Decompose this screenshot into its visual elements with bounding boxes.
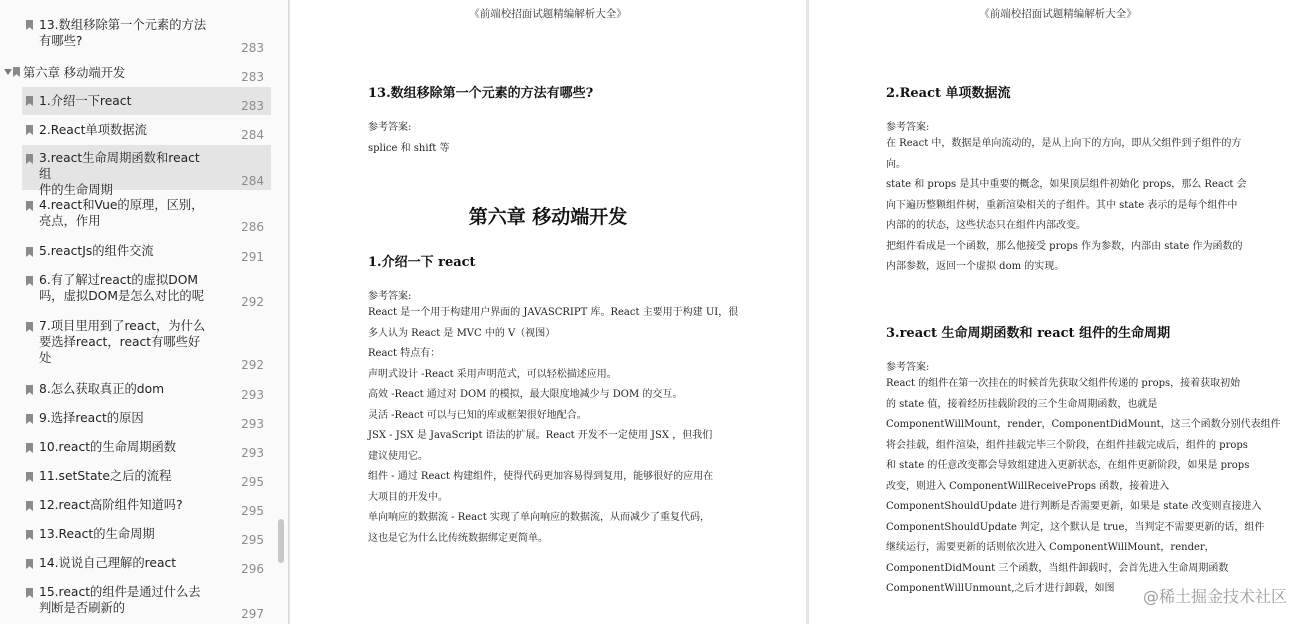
toc-item-understand-react[interactable] xyxy=(0,551,272,579)
bookmark-icon xyxy=(26,247,33,257)
toc-item-label: 2.React单项数据流 xyxy=(39,123,147,137)
chapter-title: 第六章 移动端开发 xyxy=(468,206,628,228)
section-title-q2: 2.React 单项数据流 xyxy=(886,86,1011,101)
answer-paragraph-q3: React 的组件在第一次挂在的时候首先获取父组件传递的 props，接着获取初始 的 state 值，接着经历挂载阶段的三个生命周期函数，也就是 ComponentWillMount，render，ComponentDidMount，这三个函数分别代表组件 将会挂载，组件渲染，组件挂载完毕三个阶段，在组件挂载完成后，组件的 props 和 state 的任意改变都会导致组建进入更新状态，在组件更新阶段，如果是 props 改变，则进入 ComponentWillReceiveProps 函数，接着进入 ComponentShouldUpdate 进行判断是否需要更新，如果是 state 改变则直接进入 ComponentShouldUpdate 判定，这个默认是 true，当判定不需要更新的话，组件 继续运行，需要更新的话则依次进入 ComponentWillMount，render， ComponentDidMount 三个函数，当组件卸载时，会首先进入生命周期函数 ComponentWillUnmount,之后才进行卸载，如图 xyxy=(886,378,1281,594)
bookmark-icon xyxy=(26,588,33,598)
answer-label: 参考答案: xyxy=(886,122,930,133)
toc-item-lifecycle-functions[interactable] xyxy=(0,435,272,463)
toc-item-react-intro[interactable] xyxy=(22,87,271,115)
answer-label: 参考答案: xyxy=(368,122,412,133)
toc-item-label: 8.怎么获取真正的dom xyxy=(39,382,165,396)
toc-item-virtual-dom[interactable] xyxy=(0,268,272,312)
toc-item-label: 5.reactJs的组件交流 xyxy=(39,244,154,258)
section-title-q3: 3.react 生命周期函数和 react 组件的生命周期 xyxy=(886,326,1171,341)
toc-page-number: 293 xyxy=(241,388,264,402)
toc-page-number: 295 xyxy=(241,475,264,489)
bookmark-icon xyxy=(26,414,33,424)
toc-page-number: 291 xyxy=(241,250,264,264)
bookmark-icon xyxy=(26,501,33,511)
toc-item-label: 第六章 移动端开发 xyxy=(23,66,126,80)
toc-page-number: 292 xyxy=(241,295,264,309)
toc-item-label: 1.介绍一下react xyxy=(39,94,132,108)
toc-page-number: 283 xyxy=(241,70,264,84)
bookmark-icon xyxy=(13,67,20,77)
bookmark-icon xyxy=(26,125,33,135)
toc-item-label: 11.setState之后的流程 xyxy=(39,469,172,483)
toc-item-hoc[interactable] xyxy=(0,493,272,521)
bookmark-icon xyxy=(26,20,33,30)
toc-page-number: 286 xyxy=(241,220,264,234)
running-header: 《前端校招面试题精编解析大全》 xyxy=(469,8,627,20)
toc-page-number: 295 xyxy=(241,504,264,518)
toc-item-q13-array[interactable] xyxy=(0,14,272,56)
toc-item-label: 4.react和Vue的原理，区别， 亮点，作用 xyxy=(39,198,204,228)
answer-label: 参考答案: xyxy=(886,362,930,373)
toc-item-react-data-flow[interactable] xyxy=(0,116,272,144)
toc-item-choose-react[interactable] xyxy=(0,406,272,434)
toc-item-label: 12.react高阶组件知道吗? xyxy=(39,498,183,512)
toc-page-number: 283 xyxy=(241,41,264,55)
toc-page-number: 284 xyxy=(241,174,264,188)
document-page-right xyxy=(809,0,1307,624)
bookmark-icon xyxy=(26,472,33,482)
bookmark-sidebar xyxy=(0,0,289,624)
toc-item-label: 13.React的生命周期 xyxy=(39,527,155,541)
collapse-caret-icon[interactable] xyxy=(4,69,12,75)
toc-item-react-vs-vue[interactable] xyxy=(0,192,272,236)
toc-item-react-lifecycle[interactable] xyxy=(22,145,271,197)
bookmark-icon xyxy=(26,201,33,211)
toc-page-number: 284 xyxy=(241,128,264,142)
toc-item-label: 7.项目里用到了react，为什么 要选择react，react有哪些好 处 xyxy=(39,319,206,365)
toc-item-label: 13.数组移除第一个元素的方法 有哪些? xyxy=(39,18,207,48)
answer-label: 参考答案: xyxy=(368,291,412,302)
answer-text: splice 和 shift 等 xyxy=(368,143,450,154)
toc-page-number: 293 xyxy=(241,417,264,431)
toc-item-label: 10.react的生命周期函数 xyxy=(39,440,177,454)
answer-paragraph-q1: React 是一个用于构建用户界面的 JAVASCRIPT 库。React 主要用于构建 UI，很 多人认为 React 是 MVC 中的 V（视图） React 特点有： 声明式设计 -React 采用声明范式，可以轻松描述应用。 高效 -React 通过对 DOM 的模拟，最大限度地减少与 DOM 的交互。 灵活 -React 可以与已知的库或框架很好地配合。 JSX - JSX 是 JavaScript 语法的扩展。React 开发不一定使用 JSX ，但我们 建议使用它。 组件 - 通过 React 构建组件，使得代码更加容易得到复用，能够很好的应用在 大项目的开发中。 单向响应的数据流 - React 实现了单向响应的数据流，从而减少了重复代码， 这也是它为什么比传统数据绑定更简单。 xyxy=(368,307,739,544)
bookmark-icon xyxy=(26,96,33,106)
bookmark-icon xyxy=(26,530,33,540)
bookmark-icon xyxy=(26,443,33,453)
bookmark-icon xyxy=(26,385,33,395)
toc-item-label: 9.选择react的原因 xyxy=(39,411,144,425)
toc-item-get-real-dom[interactable] xyxy=(0,377,272,405)
toc-page-number: 295 xyxy=(241,533,264,547)
watermark: @稀土掘金技术社区 xyxy=(1142,587,1287,606)
toc-page-number: 296 xyxy=(241,562,264,576)
toc-page-number: 283 xyxy=(241,99,264,113)
toc-item-label: 14.说说自己理解的react xyxy=(39,556,177,570)
scrollbar-thumb[interactable] xyxy=(278,519,284,563)
running-header: 《前端校招面试题精编解析大全》 xyxy=(979,8,1137,20)
bookmark-icon xyxy=(26,559,33,569)
toc-item-react-lifecycle-13[interactable] xyxy=(0,522,272,550)
answer-paragraph-q2: 在 React 中，数据是单向流动的，是从上向下的方向，即从父组件到子组件的方 向。 state 和 props 是其中重要的概念，如果顶层组件初始化 props，那么 React 会 向下遍历整颗组件树，重新渲染相关的子组件。其中 state 表示的是每个组件中 内部的的状态，这些状态只在组件内部改变。 把组件看成是一个函数，那么他接受 props 作为参数，内部由 state 作为函数的 内部参数，返回一个虚拟 dom 的实现。 xyxy=(886,138,1247,272)
toc-item-reactjs-components[interactable] xyxy=(0,238,272,266)
toc-item-component-refresh[interactable] xyxy=(0,580,272,624)
toc-page-number: 293 xyxy=(241,446,264,460)
section-title-q1: 1.介绍一下 react xyxy=(368,255,476,270)
document-page-left xyxy=(290,0,806,624)
bookmark-icon xyxy=(26,322,33,332)
toc-item-label: 15.react的组件是通过什么去 判断是否刷新的 xyxy=(39,585,201,615)
section-title-q13: 13.数组移除第一个元素的方法有哪些? xyxy=(368,86,594,101)
toc-page-number: 297 xyxy=(241,607,264,621)
bookmark-icon xyxy=(26,154,33,164)
toc-item-why-react[interactable] xyxy=(0,314,272,374)
toc-item-label: 3.react生命周期函数和react组 件的生命周期 xyxy=(39,151,200,197)
toc-item-chapter-6[interactable] xyxy=(0,62,272,86)
toc-item-label: 6.有了解过react的虚拟DOM 吗，虚拟DOM是怎么对比的呢 xyxy=(39,273,205,303)
bookmark-icon xyxy=(26,276,33,286)
toc-item-setstate-flow[interactable] xyxy=(0,464,272,492)
sidebar-scrollbar[interactable] xyxy=(276,0,286,624)
toc-page-number: 292 xyxy=(241,358,264,372)
